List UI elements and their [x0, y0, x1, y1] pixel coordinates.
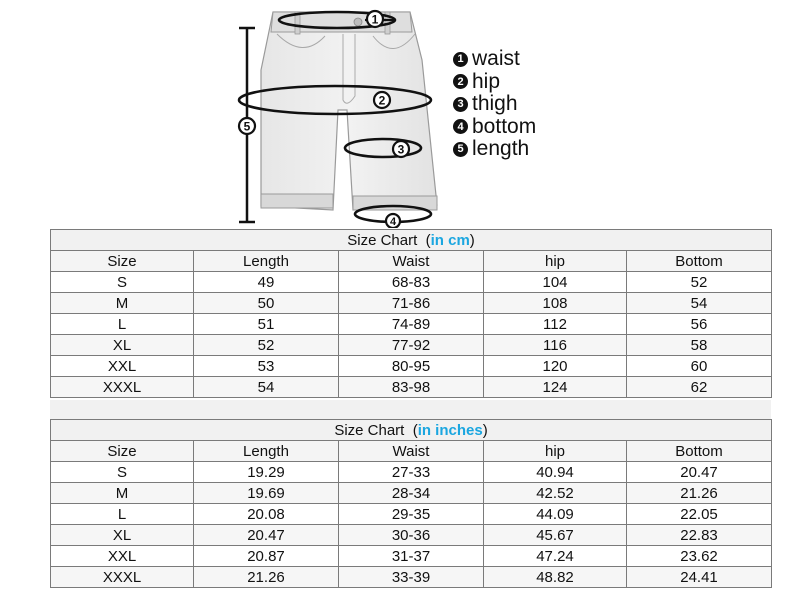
table-row — [51, 462, 772, 483]
legend-number: 3 — [453, 97, 468, 112]
table-cell: M — [51, 293, 194, 314]
column-header: Bottom — [627, 251, 772, 272]
column-header: Length — [194, 441, 339, 462]
table-cell: 21.26 — [627, 483, 772, 504]
column-header: Length — [194, 251, 339, 272]
table-title-row — [51, 230, 772, 251]
table-row — [51, 314, 772, 335]
table-row — [51, 483, 772, 504]
table-cell: L — [51, 504, 194, 525]
table-cell: 21.26 — [194, 567, 339, 588]
legend-item-length — [453, 138, 536, 161]
table-cell: 44.09 — [484, 504, 627, 525]
column-header: Size — [51, 441, 194, 462]
legend-number: 4 — [453, 119, 468, 134]
table-cell: 20.08 — [194, 504, 339, 525]
table-cell: M — [51, 483, 194, 504]
table-cell: 124 — [484, 377, 627, 398]
table-cell: XL — [51, 335, 194, 356]
table-row — [51, 356, 772, 377]
table-cell: 53 — [194, 356, 339, 377]
table-cell: 33-39 — [339, 567, 484, 588]
svg-text:1: 1 — [371, 12, 379, 27]
table-cell: 20.47 — [194, 525, 339, 546]
column-header: hip — [484, 441, 627, 462]
table-cell: 23.62 — [627, 546, 772, 567]
table-row — [51, 525, 772, 546]
table-cell: 60 — [627, 356, 772, 377]
table-separator — [50, 400, 771, 419]
table-cell: 112 — [484, 314, 627, 335]
legend-number: 2 — [453, 74, 468, 89]
table-cell: XXL — [51, 356, 194, 377]
svg-text:2: 2 — [378, 93, 386, 108]
column-header: Waist — [339, 441, 484, 462]
table-row — [51, 546, 772, 567]
legend-item-waist — [453, 48, 536, 71]
table-cell: XXXL — [51, 377, 194, 398]
table-cell: S — [51, 462, 194, 483]
legend-item-bottom — [453, 116, 536, 139]
table-unit: (in inches) — [412, 421, 488, 439]
table-cell: 49 — [194, 272, 339, 293]
table-cell: 108 — [484, 293, 627, 314]
table-unit: (in cm) — [425, 231, 475, 249]
table-title — [51, 420, 772, 441]
legend-label: bottom — [472, 114, 537, 138]
table-title-text: Size Chart — [347, 231, 418, 249]
table-cell: XXL — [51, 546, 194, 567]
table-row — [51, 293, 772, 314]
table-cell: 30-36 — [339, 525, 484, 546]
table-cell: 28-34 — [339, 483, 484, 504]
table-cell: 120 — [484, 356, 627, 377]
table-cell: 104 — [484, 272, 627, 293]
table-cell: 22.05 — [627, 504, 772, 525]
table-cell: 68-83 — [339, 272, 484, 293]
table-header-row — [51, 251, 772, 272]
table-cell: 29-35 — [339, 504, 484, 525]
table-title-row — [51, 420, 772, 441]
table-cell: 31-37 — [339, 546, 484, 567]
table-cell: XXXL — [51, 567, 194, 588]
column-header: Size — [51, 251, 194, 272]
table-cell: 74-89 — [339, 314, 484, 335]
legend-item-hip — [453, 71, 536, 94]
legend-number: 1 — [453, 52, 468, 67]
legend-label: length — [472, 137, 530, 161]
marker-3 — [393, 141, 409, 157]
size-chart-inches — [50, 419, 772, 588]
svg-text:3: 3 — [397, 142, 405, 157]
table-cell: 54 — [194, 377, 339, 398]
table-cell: S — [51, 272, 194, 293]
table-cell: 58 — [627, 335, 772, 356]
table-cell: 116 — [484, 335, 627, 356]
table-row — [51, 504, 772, 525]
table-cell: 40.94 — [484, 462, 627, 483]
svg-text:4: 4 — [389, 216, 397, 228]
table-cell: 52 — [627, 272, 772, 293]
table-cell: 27-33 — [339, 462, 484, 483]
table-cell: L — [51, 314, 194, 335]
table-cell: 51 — [194, 314, 339, 335]
table-header-row — [51, 441, 772, 462]
table-cell: 54 — [627, 293, 772, 314]
table-title-text: Size Chart — [334, 421, 405, 439]
table-row — [51, 335, 772, 356]
svg-text:5: 5 — [243, 119, 251, 134]
table-cell: 77-92 — [339, 335, 484, 356]
size-chart-cm — [50, 229, 772, 398]
marker-2 — [374, 92, 390, 108]
table-cell: 56 — [627, 314, 772, 335]
marker-5 — [239, 118, 255, 134]
table-cell: 20.87 — [194, 546, 339, 567]
column-header: hip — [484, 251, 627, 272]
column-header: Waist — [339, 251, 484, 272]
legend-number: 5 — [453, 142, 468, 157]
legend-label: thigh — [472, 92, 518, 116]
table-cell: 24.41 — [627, 567, 772, 588]
table-cell: 19.29 — [194, 462, 339, 483]
table-cell: 22.83 — [627, 525, 772, 546]
legend-label: waist — [472, 47, 520, 71]
table-cell: 50 — [194, 293, 339, 314]
table-row — [51, 377, 772, 398]
measurement-legend — [453, 48, 536, 161]
table-cell: 80-95 — [339, 356, 484, 377]
table-cell: 45.67 — [484, 525, 627, 546]
table-row — [51, 272, 772, 293]
table-cell: 47.24 — [484, 546, 627, 567]
legend-label: hip — [472, 69, 501, 93]
marker-4 — [386, 214, 400, 228]
table-cell: 83-98 — [339, 377, 484, 398]
table-cell: 42.52 — [484, 483, 627, 504]
column-header: Bottom — [627, 441, 772, 462]
table-cell: XL — [51, 525, 194, 546]
table-title — [51, 230, 772, 251]
legend-item-thigh — [453, 93, 536, 116]
table-cell: 62 — [627, 377, 772, 398]
table-cell: 71-86 — [339, 293, 484, 314]
table-cell: 19.69 — [194, 483, 339, 504]
table-row — [51, 567, 772, 588]
table-cell: 52 — [194, 335, 339, 356]
table-cell: 20.47 — [627, 462, 772, 483]
marker-1 — [367, 11, 383, 27]
table-cell: 48.82 — [484, 567, 627, 588]
